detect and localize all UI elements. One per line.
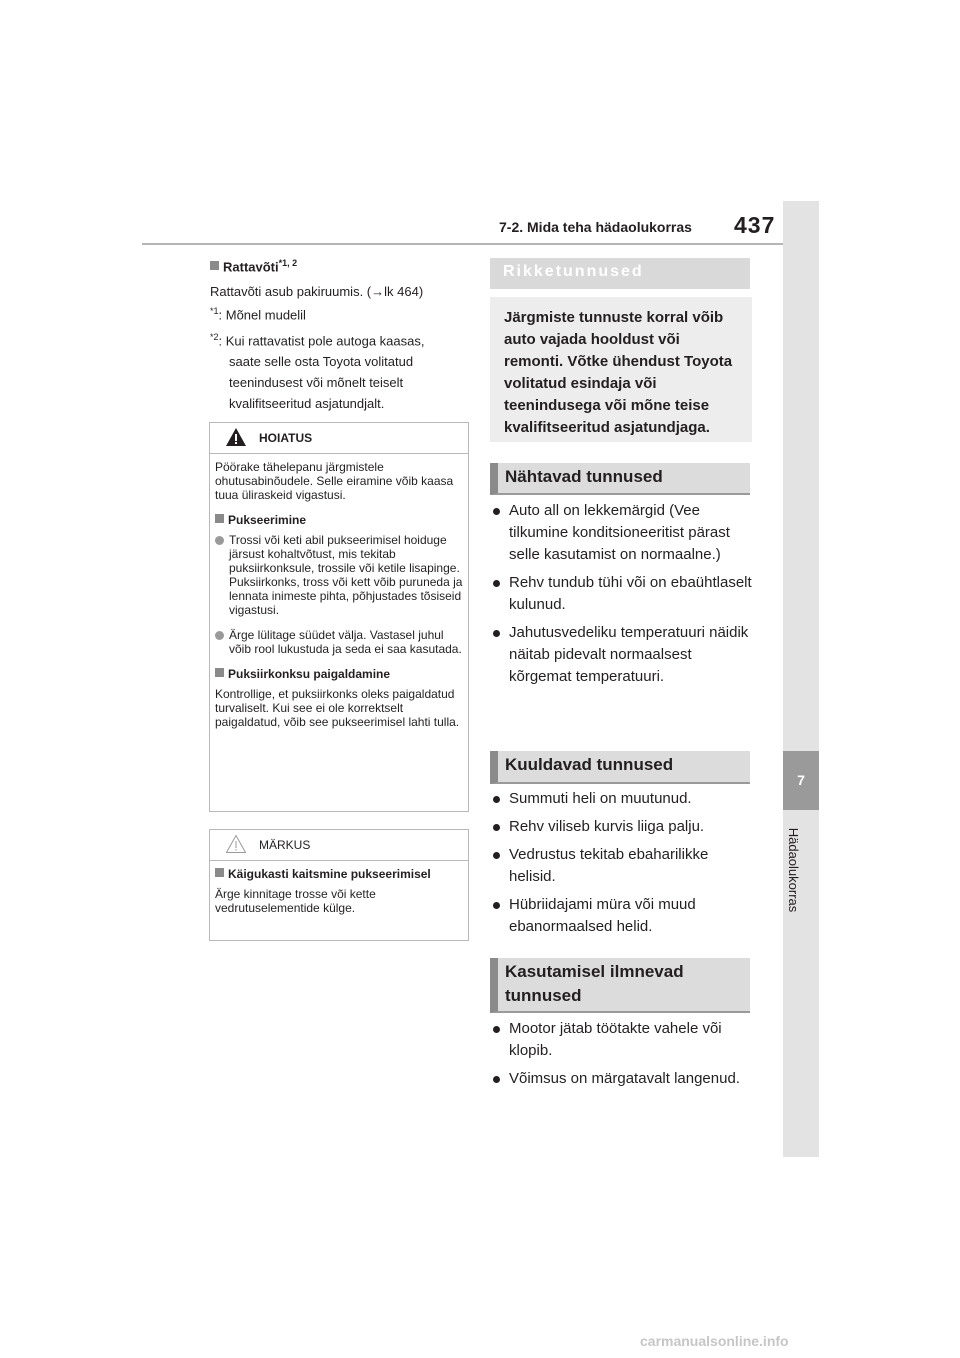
footnote-2-line: saate selle osta Toyota volitatud: [229, 354, 414, 370]
usage-signs-list: [493, 1018, 753, 1096]
rikketunnused-title: Rikketunnused: [503, 263, 644, 280]
list-item: Jahutusvedeliku temperatuuri näidik näitab pidevalt normaalsest kõrgemat temperatuuri.: [493, 622, 753, 688]
square-bullet-icon: [210, 261, 219, 270]
dot-bullet-icon: [215, 536, 224, 545]
usage-signs-heading: Kasutamisel ilmnevad tunnused: [490, 958, 750, 1013]
warning-box: [209, 422, 469, 812]
warning-dot-item: [215, 628, 463, 656]
watermark: carmanualsonline.info: [640, 1333, 789, 1349]
audible-signs-list: [493, 788, 753, 944]
notice-text: Ärge kinnitage trosse või kette vedrutuselementide külge.: [215, 887, 376, 915]
header-rule: [142, 243, 783, 245]
footnote-2: [210, 327, 470, 414]
dot-bullet-icon: [215, 631, 224, 640]
square-bullet-icon: [215, 514, 224, 523]
square-bullet-icon: [215, 868, 224, 877]
footnote-1-mark: *1: [210, 306, 219, 316]
visible-signs-heading: Nähtavad tunnused: [490, 463, 750, 495]
list-item: Auto all on lekkemärgid (Vee tilkumine konditsioneeritist pärast selle kasutamist on normaalne.): [493, 500, 753, 566]
warning-dot2: Ärge lülitage süüdet välja. Vastasel juhul võib rool lukustuda ja seda ei saa kasutada.: [229, 628, 462, 656]
warning-sub-heading: [215, 667, 463, 681]
chapter-label: [786, 828, 801, 913]
rattavoti-sup: *1, 2: [278, 258, 298, 268]
footnote-1-text: : Mõnel mudelil: [218, 307, 306, 323]
list-item: Rehv viliseb kurvis liiga palju.: [493, 816, 753, 838]
warning-body: [210, 454, 468, 737]
chapter-number-tab[interactable]: 7: [783, 751, 819, 810]
notice-sub-heading: [215, 867, 463, 881]
list-item: Võimsus on märgatavalt langenud.: [493, 1068, 753, 1090]
rattavoti-heading: [210, 258, 470, 274]
audible-signs-heading: Kuuldavad tunnused: [490, 751, 750, 784]
footnote-2-mark: *2: [210, 332, 219, 342]
notice-triangle-icon: [225, 834, 247, 854]
chapter-label-text: Hädaolukorras: [786, 827, 801, 913]
notice-title: MÄRKUS: [259, 838, 311, 852]
warning-header: [210, 423, 468, 454]
warning-sub-heading: [215, 513, 463, 527]
notice-body: [210, 861, 468, 923]
notice-header: [210, 830, 468, 861]
list-item: Mootor jätab töötakte vahele või klopib.: [493, 1018, 753, 1062]
section-title: 7-2. Mida teha hädaolukorras: [499, 219, 692, 235]
square-bullet-icon: [215, 668, 224, 677]
warning-sub2: Puksiirkonksu paigaldamine: [228, 667, 391, 681]
warning-title: HOIATUS: [259, 431, 313, 445]
list-item: Summuti heli on muutunud.: [493, 788, 753, 810]
page-number: 437: [734, 212, 776, 238]
rikketunnused-header: [490, 258, 750, 289]
notice-box: [209, 829, 469, 941]
warning-dot-item: [215, 533, 463, 617]
list-item: Rehv tundub tühi või on ebaühtlaselt kulunud.: [493, 572, 753, 616]
side-tab-top: [783, 201, 819, 751]
summary-box: Järgmiste tunnuste korral võib auto vajada hooldust või remonti. Võtke ühendust Toyota volitatud esindaja või teenindusega või mõne teise kvalifitseeritud asjatundjaga.: [490, 297, 752, 442]
warning-dot1: Trossi või keti abil pukseerimisel hoiduge järsust kohaltvõtust, mis tekitab puksiirkonksule, trossile või ketile lisapinge. Puksiirkonks, tross või kett võib puruneda ja lennata inimeste pihta, põhjustades tõsiseid vigastusi.: [229, 533, 463, 617]
list-item: Vedrustus tekitab ebaharilikke helisid.: [493, 844, 753, 888]
footnote-1: [210, 301, 306, 325]
list-item: Hübriidajami müra või muud ebanormaalsed helid.: [493, 894, 753, 938]
warning-text2: Kontrollige, et puksiirkonks oleks paigaldatud turvaliselt. Kui see ei ole korrektselt paigaldatud, võib see pukseerimisel lahti tulla.: [215, 687, 460, 729]
warning-intro: Pöörake tähelepanu järgmistele ohutusabinõudele. Selle eiramine võib kaasa tuua üliraskeid vigastusi.: [215, 460, 454, 502]
footnote-2-line: : Kui rattavatist pole autoga kaasas,: [218, 333, 425, 349]
visible-signs-list: [493, 500, 753, 694]
rattavoti-title: Rattavõti: [223, 259, 279, 275]
notice-sub: Käigukasti kaitsmine pukseerimisel: [228, 867, 431, 881]
warning-sub1: Pukseerimine: [228, 513, 307, 527]
rattavoti-text: Rattavõti asub pakiruumis. (→lk 464): [210, 284, 424, 299]
footnote-2-line: kvalifitseeritud asjatundjalt.: [229, 396, 385, 412]
footnote-2-line: teenindusest või mõnelt teiselt: [229, 375, 404, 391]
warning-triangle-icon: [225, 427, 247, 447]
